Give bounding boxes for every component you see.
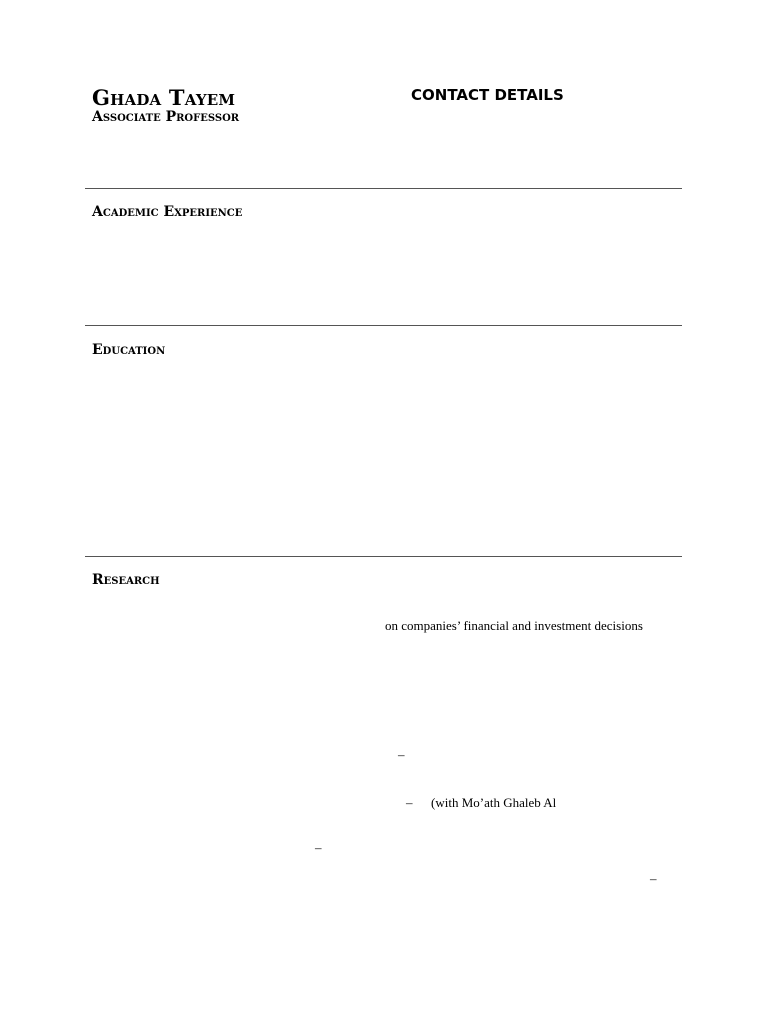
section-heading-research: Research — [92, 572, 160, 588]
research-dash-4: – — [650, 871, 657, 886]
research-dash-1: – — [398, 747, 405, 762]
section-heading-academic-experience: Academic Experience — [92, 204, 243, 220]
research-dash-3: – — [315, 840, 322, 855]
research-dash-2: – — [406, 795, 413, 810]
research-coauthor-text: (with Mo’ath Ghaleb Al — [431, 795, 557, 810]
research-text-line-1: on companies’ financial and investment decisions — [385, 618, 643, 633]
cv-name: Ghada Tayem — [92, 85, 236, 110]
cv-position: Associate Professor — [92, 109, 240, 125]
section-heading-education: Education — [92, 342, 166, 358]
section-divider-research — [85, 556, 682, 557]
section-divider-academic — [85, 188, 682, 189]
section-divider-education — [85, 325, 682, 326]
contact-details-heading: CONTACT DETAILS — [411, 86, 564, 104]
